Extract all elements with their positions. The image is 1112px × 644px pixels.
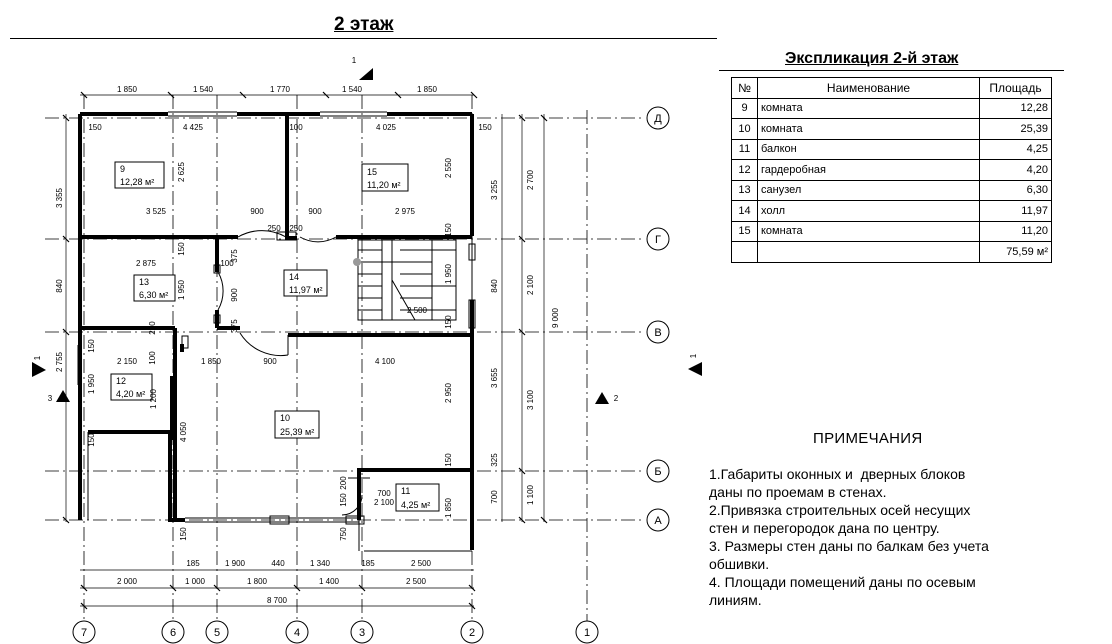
room-number-label: 15: [367, 167, 378, 177]
dim-top-label: 1 850: [416, 85, 438, 94]
dim-interior-label: 375: [230, 249, 239, 263]
header-name: Наименование: [758, 78, 980, 99]
dim-bottom-label: 185: [361, 559, 375, 568]
dim-interior-label: 150: [87, 433, 96, 447]
dim-bottom-label: 440: [271, 559, 285, 568]
title-underline: [10, 38, 717, 39]
note-line: линиям.: [709, 592, 762, 608]
axis-label-vertical: 5: [213, 627, 221, 639]
room-number-label: 10: [280, 413, 291, 423]
note-line: 2.Привязка строительных осей несущих: [709, 502, 971, 518]
dim-interior-label: 100: [220, 259, 234, 268]
dim-interior-label: 2 975: [394, 207, 416, 216]
axis-label-horizontal: Г: [655, 234, 661, 246]
room-number-label: 14: [289, 272, 300, 282]
total-area: 75,59 м²: [980, 242, 1052, 263]
dim-right-label: 1 100: [526, 484, 535, 506]
dim-interior-label: 150: [87, 339, 96, 353]
note-line: 4. Площади помещений даны по осевым: [709, 574, 976, 590]
row-area: 12,28: [980, 98, 1052, 119]
row-name: балкон: [758, 139, 980, 160]
axis-label-vertical: 1: [583, 627, 591, 639]
room-number-label: 11: [401, 486, 411, 496]
axis-label-vertical: 7: [80, 627, 88, 639]
dim-left-label: 2 755: [55, 351, 64, 373]
dim-right-label: 840: [490, 279, 499, 293]
dim-interior-label: 4 025: [375, 123, 397, 132]
dim-interior-label: 150: [478, 123, 492, 132]
room-number-label: 9: [120, 164, 126, 174]
explication-divider: [719, 70, 1064, 71]
note-line: 1.Габариты оконных и дверных блоков: [709, 466, 966, 482]
dim-interior-label: 150: [179, 527, 188, 541]
dim-interior-label: 750: [339, 527, 348, 541]
page-title: 2 этаж: [334, 14, 394, 35]
table-row: [732, 201, 1052, 222]
dim-right-label: 325: [490, 453, 499, 467]
dim-left-label: 840: [55, 279, 64, 293]
axis-label-horizontal: Д: [654, 113, 662, 125]
dim-interior-label: 1 200: [149, 388, 158, 410]
header-area: Площадь: [980, 78, 1052, 99]
room-area-label: 11,97 м²: [289, 285, 323, 295]
axis-label-horizontal: Б: [654, 466, 662, 478]
dim-interior-label: 2 100: [373, 498, 395, 507]
dim-interior-label: 150: [339, 493, 348, 507]
room-number-label: 13: [139, 277, 150, 287]
dim-interior-label: 150: [444, 223, 453, 237]
dim-bottom-label: 2 000: [116, 577, 138, 586]
row-num: 12: [732, 160, 758, 181]
explication-title: Экспликация 2-й этаж: [785, 50, 959, 67]
row-area: 4,25: [980, 139, 1052, 160]
dim-interior-label: 2 500: [406, 306, 428, 315]
table-row: [732, 160, 1052, 181]
header-num: №: [732, 78, 758, 99]
dim-interior-label: 2 875: [135, 259, 157, 268]
axis-label-vertical: 4: [293, 627, 301, 639]
room-area-label: 12,28 м²: [120, 177, 155, 187]
dim-interior-label: 100: [148, 351, 157, 365]
dim-total-label: 9 000: [551, 307, 560, 329]
row-area: 11,97: [980, 201, 1052, 222]
row-area: 11,20: [980, 221, 1052, 242]
room-area-label: 4,25 м²: [401, 500, 431, 510]
room-area-label: 6,30 м²: [139, 290, 169, 300]
dim-interior-label: 900: [263, 357, 277, 366]
notes-list: [709, 465, 989, 609]
dim-interior-label: 1 950: [444, 263, 453, 285]
dim-right-label: 3 655: [490, 367, 499, 389]
dim-top-label: 1 770: [269, 85, 291, 94]
dim-right-label: 3 255: [490, 179, 499, 201]
dim-bottom-label: 1 900: [224, 559, 246, 568]
dim-interior-label: 4 425: [182, 123, 204, 132]
room-area-label: 4,20 м²: [116, 389, 146, 399]
axis-label-vertical: 6: [169, 627, 177, 639]
dim-interior-label: 200: [339, 476, 348, 490]
row-num: 10: [732, 119, 758, 140]
row-num: 11: [732, 139, 758, 160]
table-row: [732, 98, 1052, 119]
dim-bottom-label: 2 500: [410, 559, 432, 568]
row-num: 9: [732, 98, 758, 119]
explication-table: [731, 77, 1052, 263]
dim-interior-label: 1 950: [87, 373, 96, 395]
dim-interior-label: 2 150: [116, 357, 138, 366]
dim-interior-label: 150: [177, 242, 186, 256]
table-row: [732, 221, 1052, 242]
section-mark-label: 2: [613, 394, 619, 403]
note-line: 3. Размеры стен даны по балкам без учета: [709, 538, 989, 554]
dim-interior-label: 250: [289, 224, 303, 233]
room-area-label: 11,20 м²: [367, 180, 401, 190]
dim-interior-label: 1 950: [177, 279, 186, 301]
room-number-label: 12: [116, 376, 127, 386]
row-num: 13: [732, 180, 758, 201]
section-mark-label: 1: [689, 353, 698, 359]
dim-interior-label: 100: [289, 123, 303, 132]
dim-bottom-label: 185: [186, 559, 200, 568]
dim-interior-label: 900: [308, 207, 322, 216]
dim-bottom-label: 1 800: [246, 577, 268, 586]
dim-left-label: 3 355: [55, 187, 64, 209]
dim-bottom-label: 2 500: [405, 577, 427, 586]
note-line: стен и перегородок дана по центру.: [709, 520, 940, 536]
dim-total-label: 8 700: [266, 596, 288, 605]
row-name: гардеробная: [758, 160, 980, 181]
row-name: холл: [758, 201, 980, 222]
dim-right-label: 700: [490, 490, 499, 504]
row-name: санузел: [758, 180, 980, 201]
dim-right-label: 3 100: [526, 389, 535, 411]
dim-interior-label: 1 850: [200, 357, 222, 366]
section-mark-label: 1: [351, 56, 357, 65]
row-num: 15: [732, 221, 758, 242]
dim-interior-label: 4 050: [179, 421, 188, 443]
table-row: [732, 180, 1052, 201]
dim-interior-label: 375: [230, 319, 239, 333]
row-num: 14: [732, 201, 758, 222]
section-mark-label: 3: [47, 394, 53, 403]
dim-interior-label: 2 625: [177, 161, 186, 183]
dim-top-label: 1 540: [341, 85, 363, 94]
row-area: 6,30: [980, 180, 1052, 201]
axis-label-horizontal: В: [654, 327, 662, 339]
axis-label-vertical: 3: [358, 627, 366, 639]
dim-interior-label: 3 525: [145, 207, 167, 216]
dim-interior-label: 1 850: [444, 497, 453, 519]
dim-interior-label: 2 950: [444, 382, 453, 404]
table-row: [732, 139, 1052, 160]
dim-interior-label: 900: [250, 207, 264, 216]
axis-label-horizontal: А: [654, 515, 662, 527]
dim-bottom-label: 1 000: [184, 577, 206, 586]
dim-interior-label: 4 100: [374, 357, 396, 366]
row-name: комната: [758, 98, 980, 119]
dim-right-label: 2 700: [526, 169, 535, 191]
dim-interior-label: 150: [444, 453, 453, 467]
dim-interior-label: 150: [444, 315, 453, 329]
row-name: комната: [758, 119, 980, 140]
dim-interior-label: 2 550: [444, 157, 453, 179]
table-total-row: [732, 242, 1052, 263]
dim-bottom-label: 1 400: [318, 577, 340, 586]
table-header-row: [732, 78, 1052, 99]
axis-label-vertical: 2: [468, 627, 476, 639]
row-area: 4,20: [980, 160, 1052, 181]
dim-interior-label: 200: [148, 321, 157, 335]
dim-bottom-label: 1 340: [309, 559, 331, 568]
table-row: [732, 119, 1052, 140]
row-area: 25,39: [980, 119, 1052, 140]
note-line: обшивки.: [709, 556, 770, 572]
dim-interior-label: 250: [267, 224, 281, 233]
staircase: [353, 240, 456, 320]
dim-interior-label: 700: [377, 489, 391, 498]
room-area-label: 25,39 м²: [280, 427, 315, 437]
dim-top-label: 1 540: [192, 85, 214, 94]
dim-interior-label: 900: [230, 288, 239, 302]
notes-title: ПРИМЕЧАНИЯ: [813, 430, 923, 447]
dim-right-label: 2 100: [526, 274, 535, 296]
dim-interior-label: 150: [88, 123, 102, 132]
section-mark-label: 1: [33, 355, 42, 361]
row-name: комната: [758, 221, 980, 242]
note-line: даны по проемам в стенах.: [709, 484, 887, 500]
dim-top-label: 1 850: [116, 85, 138, 94]
